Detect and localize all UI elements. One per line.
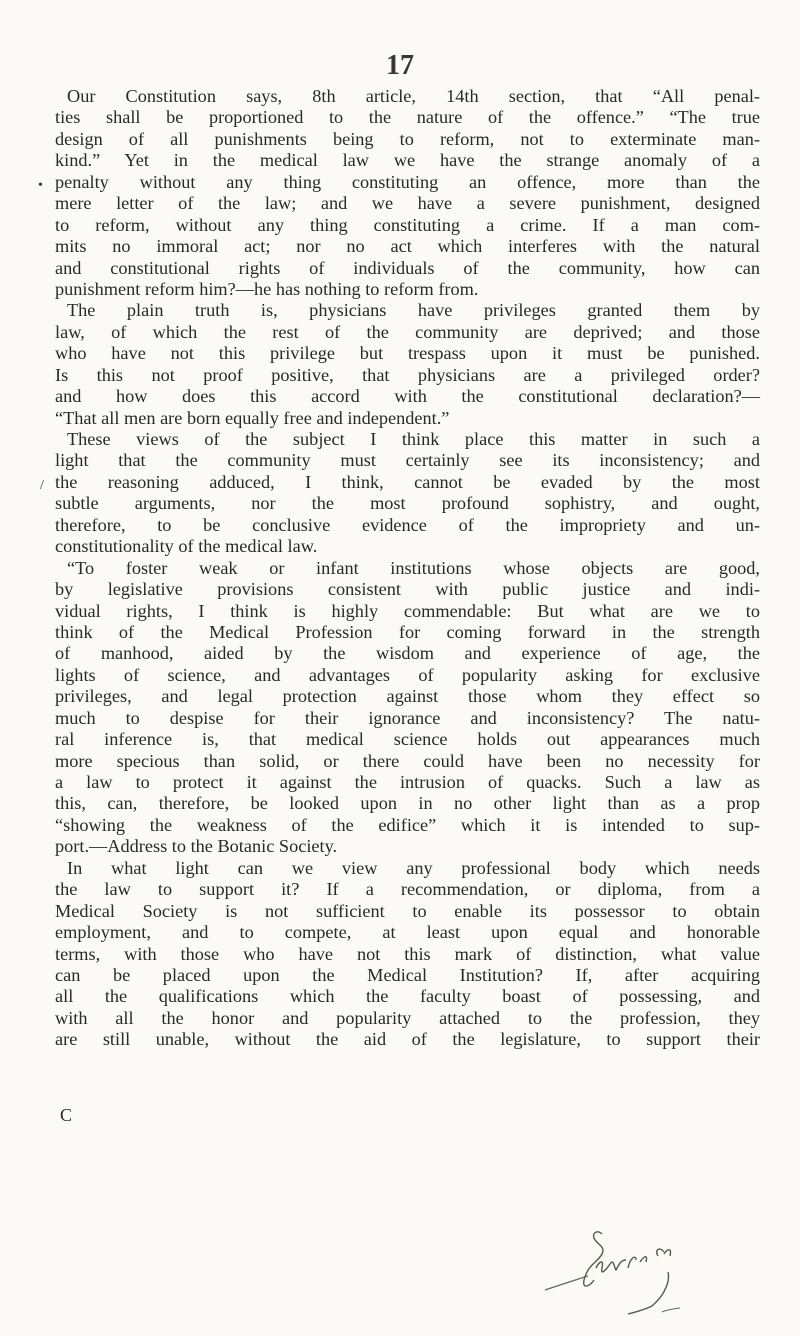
text-line: of manhood, aided by the wisdom and experience of age, the (55, 643, 760, 664)
text-line: all the qualifications which the faculty boast of possessing, and (55, 986, 760, 1007)
text-line: the reasoning adduced, I think, cannot be evaded by the most (55, 471, 760, 492)
body-text (55, 86, 760, 1051)
text-line: the law to support it? If a recommendation, or diploma, from a (55, 879, 760, 900)
text-line: and how does this accord with the constitutional declaration?— (55, 386, 760, 407)
signature-mark: C (60, 1105, 73, 1125)
text-line: ties shall be proportioned to the nature of the offence.” “The true (55, 107, 760, 128)
text-line: think of the Medical Profession for coming forward in the strength (55, 621, 760, 642)
text-line: much to despise for their ignorance and inconsistency? The natu- (55, 707, 760, 728)
text-line: These views of the subject I think place this matter in such a (67, 429, 760, 449)
text-line: can be placed upon the Medical Institution? If, after acquiring (55, 964, 760, 985)
text-line: kind.” Yet in the medical law we have the strange anomaly of a (55, 150, 760, 171)
text-line: are still unable, without the aid of the legislature, to support their (55, 1029, 760, 1050)
text-line: vidual rights, I think is highly commendable: But what are we to (55, 600, 760, 621)
text-line: port.—Address to the Botanic Society. (55, 836, 338, 857)
text-line: this, can, therefore, be looked upon in no other light than as a prop (55, 793, 760, 814)
text-line: law, of which the rest of the community are deprived; and those (55, 321, 760, 342)
text-line: Our Constitution says, 8th article, 14th section, that “All penal- (67, 86, 760, 106)
text-line: subtle arguments, nor the most profound sophistry, and ought, (55, 493, 760, 514)
text-line: and constitutional rights of individuals of the community, how can (55, 257, 760, 278)
text-line: mere letter of the law; and we have a severe punishment, designed (55, 193, 760, 214)
handwritten-annotation (540, 1210, 700, 1315)
text-line: mits no immoral act; nor no act which interferes with the natural (55, 236, 760, 257)
text-line: therefore, to be conclusive evidence of the impropriety and un- (55, 514, 760, 535)
page-number: 17 (386, 50, 414, 81)
text-line: Medical Society is not sufficient to enable its possessor to obtain (55, 900, 760, 921)
text-line: penalty without any thing constituting an offence, more than the (55, 171, 760, 192)
text-line: design of all punishments being to reform, not to exterminate man- (55, 128, 760, 149)
text-line: “showing the weakness of the edifice” which it is intended to sup- (55, 814, 760, 835)
margin-dot-mark: • (38, 178, 43, 193)
text-line: who have not this privilege but trespass upon it must be punished. (55, 343, 760, 364)
text-line: ral inference is, that medical science holds out appearances much (55, 729, 760, 750)
text-line: employment, and to compete, at least upon equal and honorable (55, 922, 760, 943)
text-line: privileges, and legal protection against those whom they effect so (55, 686, 760, 707)
text-line: lights of science, and advantages of popularity asking for exclusive (55, 664, 760, 685)
text-line: constitutionality of the medical law. (55, 536, 318, 557)
text-line: to reform, without any thing constituting a crime. If a man com- (55, 214, 760, 235)
text-line: In what light can we view any professional body which needs (67, 857, 760, 878)
text-line: a law to protect it against the intrusion of quacks. Such a law as (55, 772, 760, 792)
text-line: with all the honor and popularity attached to the profession, they (55, 1007, 760, 1028)
text-line: more specious than solid, or there could have been no necessity for (55, 750, 760, 771)
text-line: “That all men are born equally free and independent.” (55, 407, 450, 428)
text-line: The plain truth is, physicians have privileges granted them by (67, 300, 760, 321)
text-line: punishment reform him?—he has nothing to reform from. (55, 278, 479, 299)
text-line: by legislative provisions consistent with public justice and indi- (55, 579, 760, 600)
margin-slash-mark: / (40, 478, 44, 493)
text-line: Is this not proof positive, that physicians are a privileged order? (55, 364, 760, 385)
text-line: light that the community must certainly see its inconsistency; and (55, 450, 760, 471)
text-line: “To foster weak or infant institutions whose objects are good, (67, 557, 760, 578)
text-line: terms, with those who have not this mark of distinction, what value (55, 943, 760, 964)
